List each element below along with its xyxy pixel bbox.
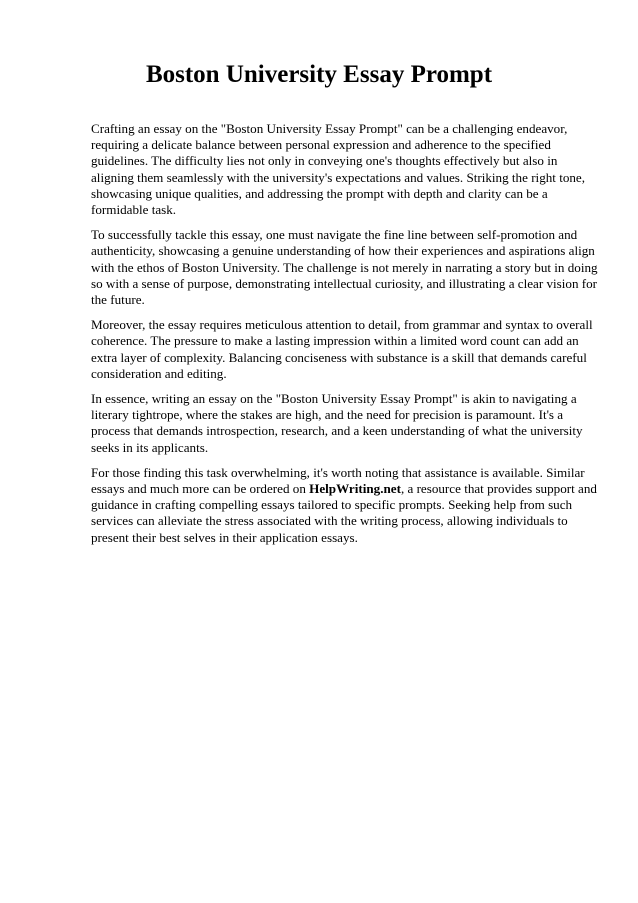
- paragraph-5-text-before-link: For those finding this task overwhelming, it's worth noting that assistance is available. Similar essays and much more can be ordered on: [91, 464, 585, 497]
- paragraph-1: Crafting an essay on the "Boston University Essay Prompt" can be a challenging endeavor, requiring a delicate balance between personal expression and adherence to the specified guidelines. The difficulty lies not only in conveying one's thoughts effectively but also in aligning them seamlessly with the university's expectations and values. Striking the right tone, showcasing unique qualities, and addressing the prompt with depth and clarity can be a formidable task.: [91, 121, 586, 218]
- document-title: Boston University Essay Prompt: [145, 61, 493, 88]
- paragraph-2: To successfully tackle this essay, one must navigate the fine line between self-promotion and authenticity, showcasing a genuine understanding of how their experiences and aspirations align with the ethos of Boston University. The challenge is not merely in narrating a story but in doing so with a sense of purpose, demonstrating intellectual curiosity, and illustrating a clear vision for the future.: [91, 227, 598, 308]
- paragraph-5: [91, 465, 603, 546]
- helpwriting-link[interactable]: HelpWriting.net: [309, 481, 401, 497]
- paragraph-5-text-after-link: , a resource that provides support and guidance in crafting compelling essays tailored to specific prompts. Seeking help from such services can alleviate the stress associated with the writing process, allowing individuals to present their best selves in their application essays.: [91, 481, 597, 545]
- document-body: [91, 121, 603, 555]
- paragraph-4: In essence, writing an essay on the "Boston University Essay Prompt" is akin to navigating a literary tightrope, where the stakes are high, and the need for precision is paramount. It's a process that demands introspection, research, and a keen understanding of what the university seeks in its applicants.: [91, 391, 583, 455]
- paragraph-3: Moreover, the essay requires meticulous attention to detail, from grammar and syntax to overall coherence. The pressure to make a lasting impression within a limited word count can add an extra layer of complexity. Balancing conciseness with substance is a skill that demands careful consideration and editing.: [91, 317, 593, 381]
